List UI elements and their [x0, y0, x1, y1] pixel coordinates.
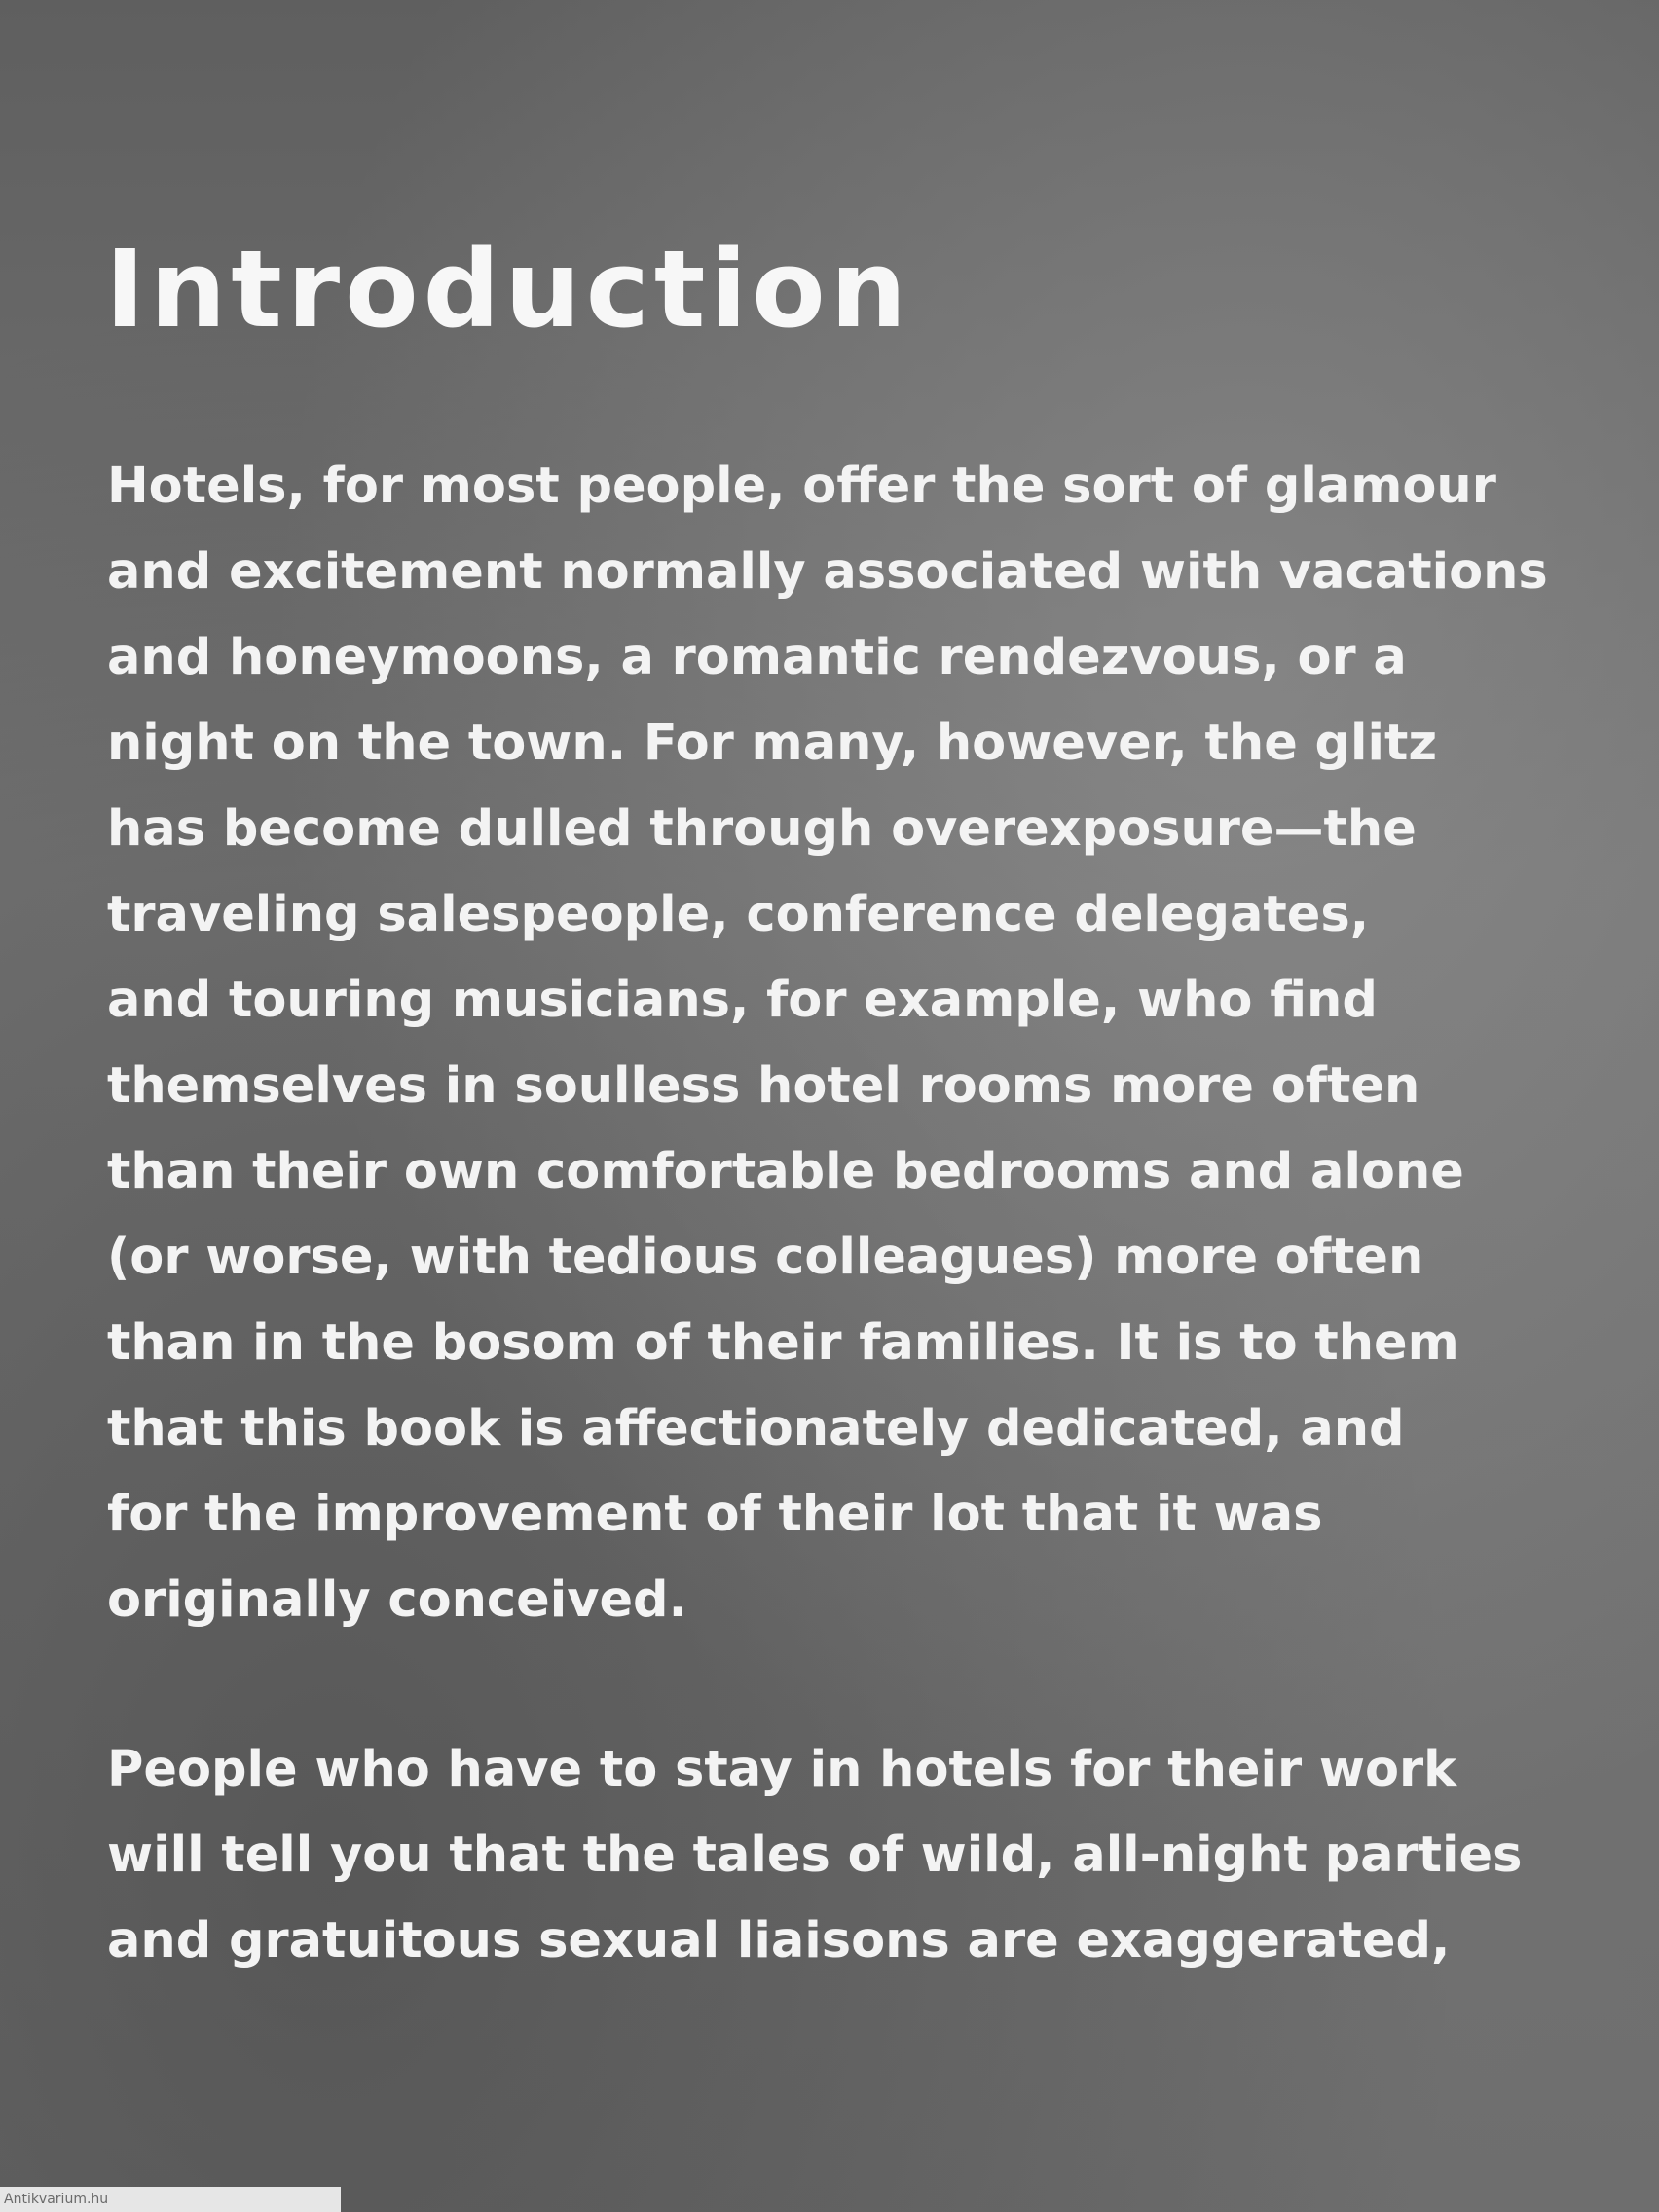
- paragraph-line: than their own comfortable bedrooms and alone: [107, 1143, 1464, 1200]
- paragraph-line: that this book is affectionately dedicated, and: [107, 1400, 1405, 1457]
- paragraph-line: and excitement normally associated with vacations: [107, 543, 1548, 601]
- paragraph-line: Hotels, for most people, offer the sort of glamour: [107, 458, 1496, 515]
- paragraph-line: and honeymoons, a romantic rendezvous, or a: [107, 629, 1407, 686]
- paragraph-line: themselves in soulless hotel rooms more often: [107, 1057, 1420, 1115]
- paragraph-line: will tell you that the tales of wild, all-night parties: [107, 1826, 1523, 1884]
- paragraph-line: originally conceived.: [107, 1571, 687, 1629]
- paragraph-line: traveling salespeople, conference delegates,: [107, 886, 1370, 943]
- paragraph-1: [107, 444, 1548, 1643]
- paragraph-line: (or worse, with tedious colleagues) more often: [107, 1229, 1424, 1286]
- paragraph-line: has become dulled through overexposure—the: [107, 800, 1417, 858]
- paragraph-line: for the improvement of their lot that it was: [107, 1486, 1323, 1543]
- paragraph-line: than in the bosom of their families. It is to them: [107, 1314, 1459, 1372]
- paragraph-line: night on the town. For many, however, the glitz: [107, 715, 1438, 772]
- paragraph-line: and touring musicians, for example, who find: [107, 972, 1378, 1029]
- paragraph-line: People who have to stay in hotels for their work: [107, 1741, 1457, 1798]
- source-watermark: Antikvarium.hu: [0, 2187, 341, 2212]
- page-title: Introduction: [105, 227, 912, 351]
- paragraph-2: [107, 1727, 1522, 1984]
- paragraph-line: and gratuitous sexual liaisons are exaggerated,: [107, 1912, 1451, 1970]
